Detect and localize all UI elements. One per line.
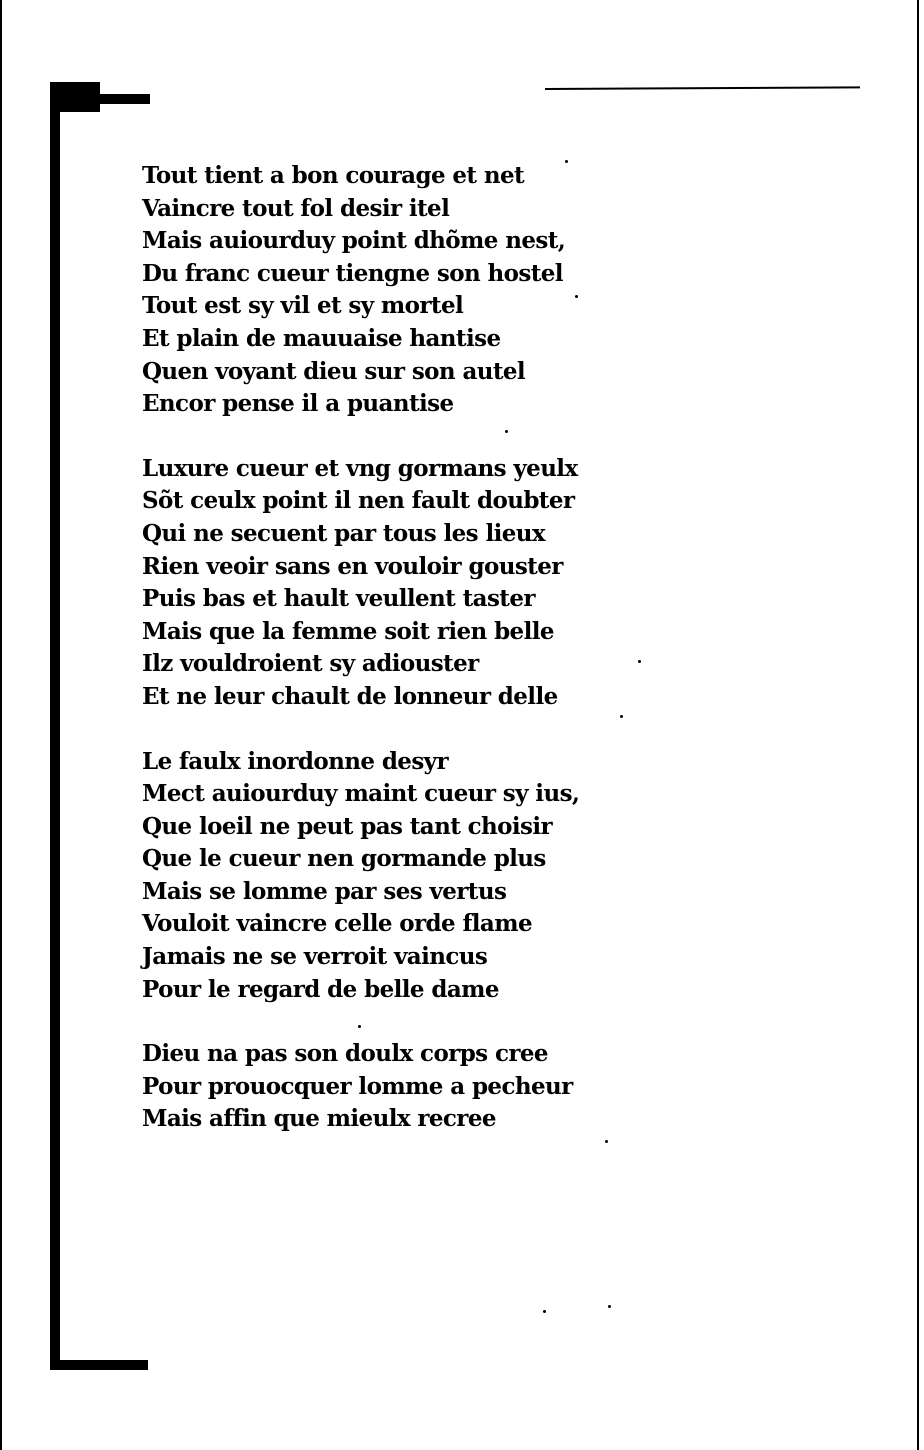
- scan-speck: [543, 1310, 546, 1313]
- scan-speck: [505, 430, 508, 433]
- verse-line: Ilz vouldroient sy adiouster: [142, 650, 479, 678]
- verse-line: Tout tient a bon courage et net: [142, 162, 525, 189]
- verse-line: Tout est sy vil et sy mortel: [142, 292, 464, 320]
- verse-line: Mais que la femme soit rien belle: [142, 617, 554, 645]
- verse-line: Dieu na pas son doulx corps cree: [142, 1040, 548, 1068]
- stanza-3: [142, 746, 602, 1007]
- scan-bottom-bar: [50, 1360, 148, 1370]
- verse-line: Et plain de mauuaise hantise: [142, 324, 501, 352]
- verse-line: Pour le regard de belle dame: [142, 975, 499, 1003]
- scan-left-edge: [0, 0, 2, 1450]
- verse-line: Et ne leur chault de lonneur delle: [142, 682, 558, 710]
- stanza-4: [142, 1038, 602, 1136]
- scan-speck: [358, 1025, 361, 1028]
- scan-left-rule: [50, 110, 60, 1365]
- poem-text: [142, 160, 602, 1168]
- scan-speck: [605, 1140, 608, 1143]
- verse-line: Rien veoir sans en vouloir gouster: [142, 552, 563, 580]
- scan-corner-block: [50, 82, 100, 112]
- verse-line: Puis bas et hault veullent taster: [142, 585, 535, 613]
- verse-line: Vaincre tout fol desir itel: [142, 194, 450, 222]
- verse-line: Qui ne secuent par tous les lieux: [142, 519, 545, 547]
- verse-line: Mais affin que mieulx recree: [142, 1105, 496, 1133]
- stanza-1: [142, 160, 602, 421]
- verse-line: Que le cueur nen gormande plus: [142, 845, 546, 873]
- scan-speck: [638, 660, 641, 663]
- scan-speck: [575, 295, 578, 298]
- scan-speck: [620, 715, 623, 718]
- verse-line: Pour prouocquer lomme a pecheur: [142, 1072, 573, 1100]
- verse-line: Encor pense il a puantise: [142, 390, 454, 418]
- scan-top-rule: [545, 86, 860, 90]
- verse-line: Sõt ceulx point il nen fault doubter: [142, 487, 575, 515]
- scan-right-edge: [917, 0, 919, 1450]
- verse-line: Le faulx inordonne desyr: [142, 747, 448, 775]
- verse-line: Du franc cueur tiengne son hostel: [142, 259, 563, 287]
- verse-line: Mect auiourduy maint cueur sy ius,: [142, 780, 580, 808]
- verse-line: Luxure cueur et vng gormans yeulx: [142, 454, 578, 482]
- scan-speck: [608, 1305, 611, 1308]
- scan-speck: [565, 160, 568, 163]
- verse-line: Que loeil ne peut pas tant choisir: [142, 812, 553, 840]
- stanza-2: [142, 453, 602, 714]
- verse-line: Mais auiourduy point dhõme nest,: [142, 227, 566, 255]
- verse-line: Jamais ne se verroit vaincus: [142, 943, 488, 971]
- scan-corner-bar: [98, 94, 150, 104]
- verse-line: Vouloit vaincre celle orde flame: [142, 910, 532, 938]
- verse-line: Mais se lomme par ses vertus: [142, 877, 507, 905]
- verse-line: Quen voyant dieu sur son autel: [142, 357, 526, 385]
